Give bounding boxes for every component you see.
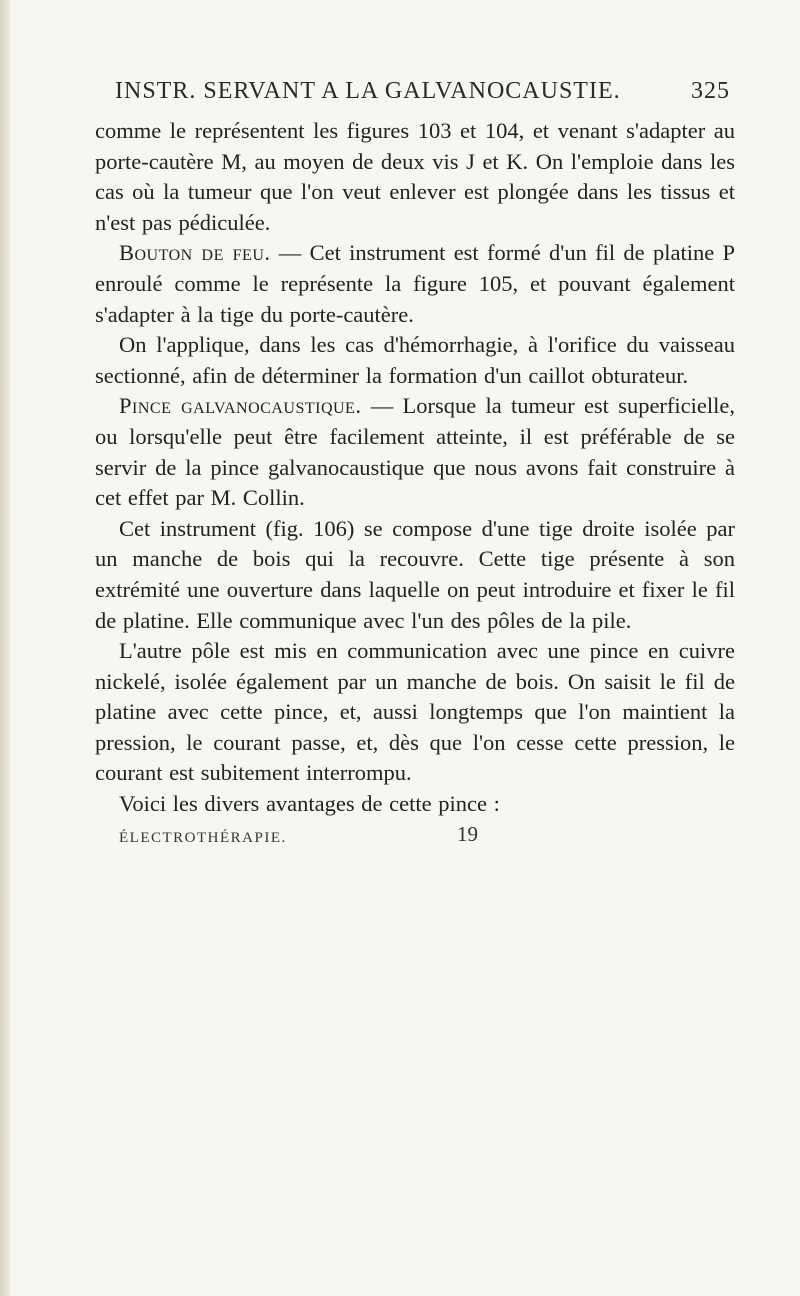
paragraph-application bbox=[95, 330, 735, 391]
paragraph-pince-galvanocaustique bbox=[95, 391, 735, 513]
paragraph-text: L'autre pôle est mis en communication avec une pince en cuivre nickelé, isolée également par un manche de bois. On saisit le fil de platine avec cette pince, et, aussi longtemps que l'on maintient la pression, le courant passe, et, dès que l'on cesse cette pression, le courant est subitement interrompu. bbox=[95, 638, 735, 786]
page-number: 325 bbox=[691, 78, 730, 104]
running-head bbox=[95, 78, 735, 114]
paragraph-continuation bbox=[95, 116, 735, 238]
paragraph-text: — Lorsque la tumeur est superficielle, ou lorsqu'elle peut être facilement atteinte, il est préférable de se servir de la pince galvanocaustique que nous avons fait construire à cet effet par M. Collin. bbox=[95, 393, 736, 511]
paragraph-text: comme le représentent les figures 103 et 104, et venant s'adapter au porte-cautère M, au moyen de deux vis J et K. On l'emploie dans les cas où la tumeur que l'on veut enlever est plongée dans les tissus et n'est pas pédiculée. bbox=[95, 118, 735, 235]
body-text bbox=[95, 116, 735, 820]
paragraph-text: On l'applique, dans les cas d'hémorrhagie, à l'orifice du vaisseau sectionné, afin de déterminer la formation d'un caillot obturateur. bbox=[95, 332, 735, 388]
page-binding-edge bbox=[0, 0, 10, 1296]
paragraph-text: Voici les divers avantages de cette pince : bbox=[119, 791, 500, 817]
book-page bbox=[95, 78, 735, 856]
paragraph-bouton-de-feu bbox=[95, 238, 735, 330]
running-title: INSTR. SERVANT A LA GALVANOCAUSTIE. bbox=[115, 78, 621, 104]
paragraph-avantages bbox=[95, 789, 735, 820]
page-footer bbox=[95, 822, 735, 856]
sheet-number: 19 bbox=[457, 821, 478, 846]
paragraph-text: — Cet instrument est formé d'un fil de platine P enroulé comme le représente la figure 105, et pouvant également s'adapter à la tige du porte-cautère. bbox=[95, 240, 735, 327]
paragraph-autre-pole bbox=[95, 636, 735, 789]
paragraph-instrument-description bbox=[95, 514, 735, 636]
section-heading-bouton-de-feu: Bouton de feu. bbox=[119, 240, 271, 266]
section-heading-pince-galvanocaustique: Pince galvanocaustique. bbox=[119, 393, 362, 419]
signature-mark: ÉLECTROTHÉRAPIE. bbox=[119, 829, 287, 846]
paragraph-text: Cet instrument (fig. 106) se compose d'une tige droite isolée par un manche de bois qui la recouvre. Cette tige présente à son extrémité une ouverture dans laquelle on peut introduire et fixer le fil de platine. Elle communique avec l'un des pôles de la pile. bbox=[95, 515, 735, 633]
